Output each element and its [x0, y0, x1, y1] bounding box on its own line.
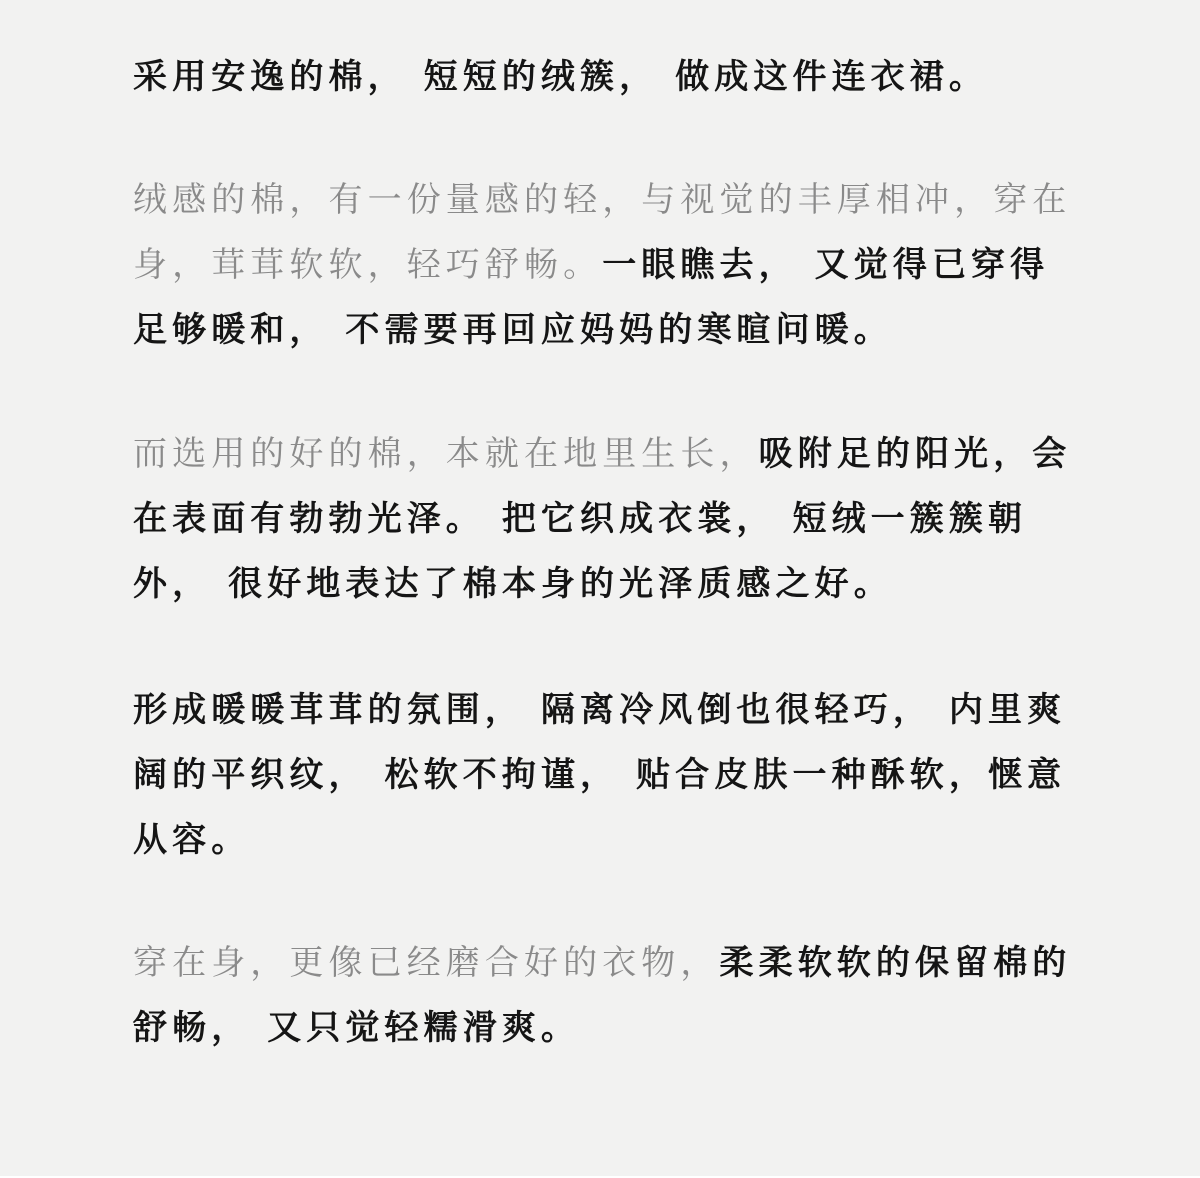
paragraph-2-dark-text: 一眼瞧去， 又觉得已穿得足够暖和， 不需要再回应妈妈的寒暄问暖。 — [133, 245, 1050, 350]
paragraph-4-dark-text: 形成暖暖茸茸的氛围， 隔离冷风倒也很轻巧， 内里爽阔的平织纹， 松软不拘谨， 贴合皮肤一种酥软，惬意从容。 — [133, 690, 1067, 860]
paragraph-4 — [133, 678, 1078, 873]
paragraph-3 — [133, 422, 1078, 617]
paragraph-5 — [133, 931, 1078, 1061]
paragraph-1-dark-text: 采用安逸的棉， 短短的绒簇， 做成这件连衣裙。 — [133, 57, 988, 97]
paragraph-3-light-text: 而选用的好的棉，本就在地里生长， — [133, 434, 759, 474]
paragraph-1 — [133, 45, 1078, 110]
paragraph-5-light-text: 穿在身，更像已经磨合好的衣物， — [133, 943, 720, 983]
paragraph-2-light-text: 绒感的棉，有一份量感的轻，与视觉的丰厚相冲，穿在身，茸茸软软，轻巧舒畅。 — [133, 180, 1072, 285]
paragraph-3-dark-text: 吸附足的阳光，会在表面有勃勃光泽。 把它织成衣裳， 短绒一簇簇朝外， 很好地表达了棉本身的光泽质感之好。 — [133, 434, 1072, 604]
paragraph-5-dark-text: 柔柔软软的保留棉的舒畅， 又只觉轻糯滑爽。 — [133, 943, 1072, 1048]
paragraph-2 — [133, 168, 1078, 363]
